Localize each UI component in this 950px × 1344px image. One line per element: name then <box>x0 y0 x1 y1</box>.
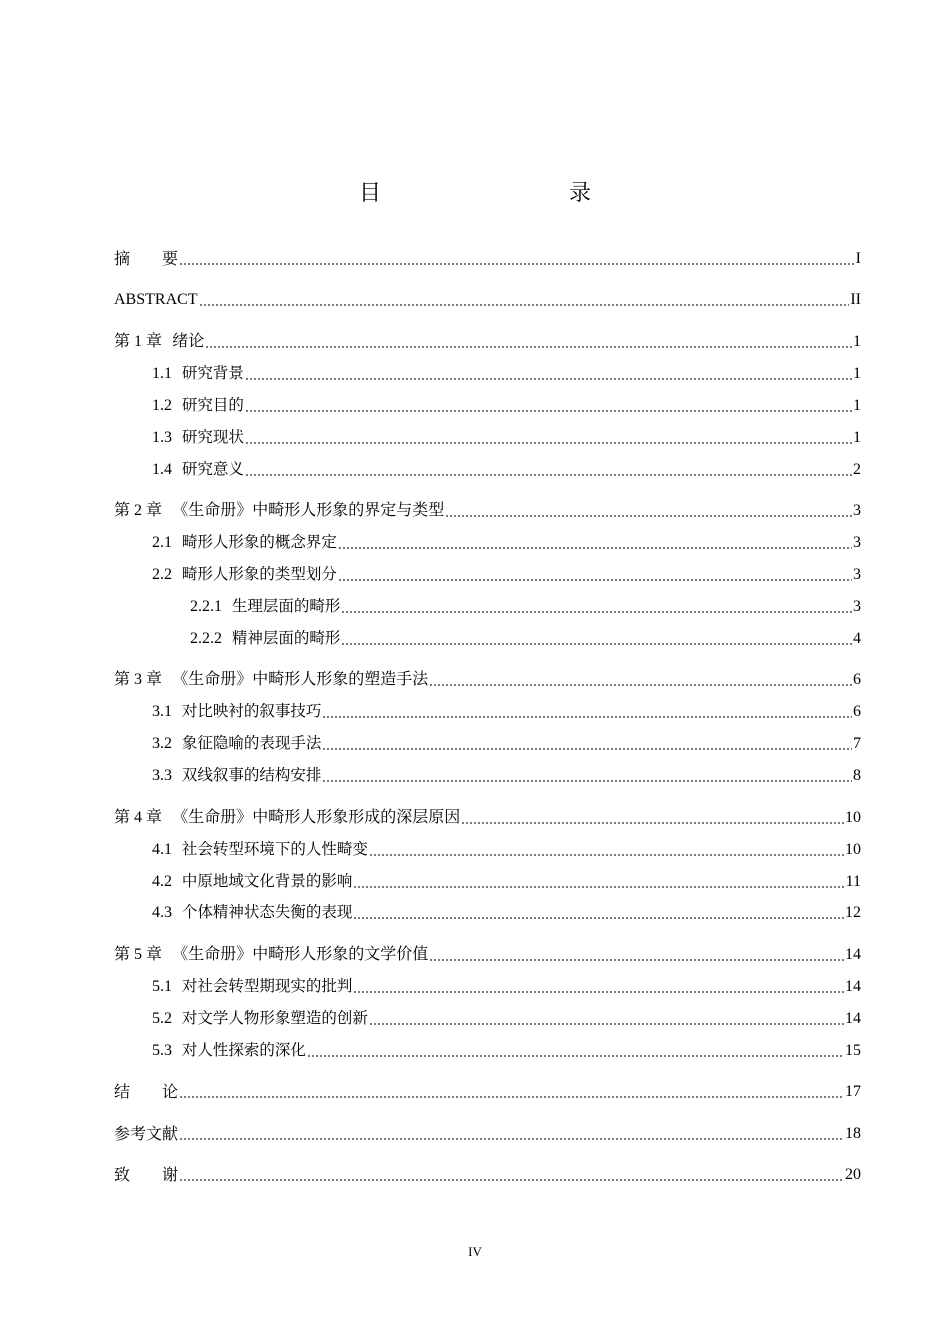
toc-entry-page: II <box>850 291 861 308</box>
toc-entry-page: 3 <box>853 598 861 615</box>
dot-leader <box>245 378 852 380</box>
dot-leader <box>322 748 852 750</box>
toc-entry[interactable] <box>114 764 861 786</box>
toc-entry-label <box>114 289 198 310</box>
toc-entry-page: 6 <box>853 703 861 720</box>
dot-leader <box>322 716 852 718</box>
toc-entry-number: 3.2 <box>152 735 172 752</box>
toc-entry[interactable] <box>114 627 861 649</box>
dot-leader <box>338 547 852 549</box>
toc-entry-label <box>114 249 178 269</box>
toc-entry[interactable] <box>114 700 861 722</box>
toc-entry-text: 社会转型环境下的人性畸变 <box>181 840 368 858</box>
toc-entry-label <box>114 1082 178 1102</box>
toc-entry-page: 1 <box>853 365 861 382</box>
toc-entry-number: 5.2 <box>152 1010 172 1027</box>
dot-leader <box>179 1179 844 1181</box>
toc-entry-text: 对比映衬的叙事技巧 <box>181 702 322 720</box>
toc-entry-number: 第 1 章 <box>114 333 163 350</box>
toc-entry-text: 生理层面的畸形 <box>231 597 341 615</box>
dot-leader <box>369 1023 844 1025</box>
dot-leader <box>322 780 852 782</box>
toc-entry[interactable] <box>114 732 861 754</box>
toc-entry-label <box>152 427 244 448</box>
toc-entry-page: 3 <box>853 502 861 519</box>
toc-entry-text: 畸形人形象的类型划分 <box>181 565 337 583</box>
toc-entry-number: 2.2.2 <box>190 630 222 647</box>
toc-entry[interactable] <box>114 1080 861 1102</box>
toc-entry-text: 对人性探索的深化 <box>181 1041 306 1059</box>
dot-leader <box>429 959 844 961</box>
toc-entry-label <box>152 902 352 923</box>
toc-entry-label <box>114 1124 178 1144</box>
toc-entry-number: 2.2 <box>152 566 172 583</box>
toc-entry-text: 《生命册》中畸形人形象的文学价值 <box>172 944 429 963</box>
toc-entry[interactable] <box>114 563 861 585</box>
toc-entry-text: 双线叙事的结构安排 <box>181 766 322 784</box>
toc-entry-page: 7 <box>853 735 861 752</box>
toc-entry[interactable] <box>114 1007 861 1029</box>
toc-entry[interactable] <box>114 943 861 965</box>
toc-entry[interactable] <box>114 288 861 310</box>
dot-leader <box>307 1055 844 1057</box>
toc-entry[interactable] <box>114 499 861 521</box>
toc-entry-number: 4.3 <box>152 904 172 921</box>
toc-entry-text: 对社会转型期现实的批判 <box>181 977 353 995</box>
toc-entry-text: 结 论 <box>114 1082 179 1101</box>
toc-entry-number: 1.4 <box>152 461 172 478</box>
toc-entry-number: 4.2 <box>152 873 172 890</box>
toc-entry[interactable] <box>114 595 861 617</box>
toc-entry-label <box>152 733 321 754</box>
toc-entry-number: 第 3 章 <box>114 671 163 688</box>
toc-entry-page: 15 <box>845 1042 861 1059</box>
dot-leader <box>341 611 852 613</box>
toc-entry[interactable] <box>114 1039 861 1061</box>
toc-entry-number: 3.3 <box>152 767 172 784</box>
toc-entry-number: 第 5 章 <box>114 946 163 963</box>
toc-entry-page: 1 <box>853 429 861 446</box>
toc-entry-text: 研究目的 <box>181 396 244 414</box>
toc-entry-text: 象征隐喻的表现手法 <box>181 734 322 752</box>
toc-entry-label <box>152 839 368 860</box>
toc-entry-text: 畸形人形象的概念界定 <box>181 533 337 551</box>
page-number-footer: IV <box>468 1244 482 1259</box>
toc-entry[interactable] <box>114 668 861 690</box>
toc-entry-label <box>152 1040 306 1061</box>
dot-leader <box>179 1096 844 1098</box>
toc-entry-label <box>152 532 337 553</box>
toc-entry-text: 对文学人物形象塑造的创新 <box>181 1009 368 1027</box>
toc-entry-page: 1 <box>853 397 861 414</box>
toc-entry-label <box>152 459 244 480</box>
toc-entry-page: 3 <box>853 534 861 551</box>
toc-entry-label <box>152 701 321 722</box>
toc-entry-number: 第 4 章 <box>114 809 163 826</box>
dot-leader <box>245 442 852 444</box>
toc-entry-number: 4.1 <box>152 841 172 858</box>
dot-leader <box>353 917 844 919</box>
toc-entry-label <box>114 1165 178 1185</box>
toc-entry-number: 2.2.1 <box>190 598 222 615</box>
dot-leader <box>341 643 852 645</box>
toc-entry-text: 《生命册》中畸形人形象的界定与类型 <box>172 500 445 519</box>
toc-entry-text: 研究意义 <box>181 460 244 478</box>
toc-entry-page: 11 <box>845 873 861 890</box>
dot-leader <box>179 1138 844 1140</box>
toc-entry-number: 2.1 <box>152 534 172 551</box>
toc-entry-page: 17 <box>845 1083 861 1100</box>
toc-entry-page: 3 <box>853 566 861 583</box>
toc-entry-label <box>152 976 352 997</box>
toc-entry-text: 精神层面的畸形 <box>231 629 341 647</box>
dot-leader <box>205 346 852 348</box>
dot-leader <box>199 304 850 306</box>
toc-entry-number: 第 2 章 <box>114 502 163 519</box>
toc-entry-text: 《生命册》中畸形人形象的塑造手法 <box>172 669 429 688</box>
toc-entry[interactable] <box>114 838 861 860</box>
toc-entry-label <box>190 628 340 649</box>
dot-leader <box>179 263 855 265</box>
toc-entry[interactable] <box>114 1122 861 1144</box>
dot-leader <box>338 579 852 581</box>
table-of-contents <box>114 0 861 1200</box>
toc-entry-page: 2 <box>853 461 861 478</box>
toc-entry-page: 10 <box>845 841 861 858</box>
page-title: 目 录 <box>358 181 639 206</box>
toc-entry-label <box>114 500 444 521</box>
toc-entry-number: 1.2 <box>152 397 172 414</box>
toc-entry-text: 中原地域文化背景的影响 <box>181 872 353 890</box>
dot-leader <box>245 474 852 476</box>
toc-entry-page: 14 <box>845 978 861 995</box>
toc-entry-page: 18 <box>845 1125 861 1142</box>
toc-entry-number: 5.1 <box>152 978 172 995</box>
toc-entry[interactable] <box>114 531 861 553</box>
toc-entry-page: 6 <box>853 671 861 688</box>
toc-entry-label <box>152 1008 368 1029</box>
toc-entry-number: 1.3 <box>152 429 172 446</box>
toc-entry-number: 5.3 <box>152 1042 172 1059</box>
toc-entry[interactable] <box>114 1163 861 1185</box>
toc-entry-number: 1.1 <box>152 365 172 382</box>
toc-entry-page: 20 <box>845 1166 861 1183</box>
toc-entry[interactable] <box>114 806 861 828</box>
toc-entry-page: 4 <box>853 630 861 647</box>
toc-entry[interactable] <box>114 247 861 269</box>
toc-entry[interactable] <box>114 870 861 892</box>
toc-entry-text: 参考文献 <box>114 1124 179 1143</box>
dot-leader <box>353 991 844 993</box>
toc-entry-label <box>152 395 244 416</box>
toc-entry-text: 个体精神状态失衡的表现 <box>181 903 353 921</box>
toc-entry-label <box>190 596 340 617</box>
toc-entry[interactable] <box>114 362 861 384</box>
toc-entry[interactable] <box>114 901 861 923</box>
toc-entry[interactable] <box>114 394 861 416</box>
toc-entry-label <box>152 871 352 892</box>
toc-entry-text: 致 谢 <box>114 1165 179 1184</box>
toc-entry-page: 10 <box>845 809 861 826</box>
dot-leader <box>353 886 844 888</box>
dot-leader <box>245 410 852 412</box>
toc-entry-text: 《生命册》中畸形人形象形成的深层原因 <box>172 807 461 826</box>
toc-entry-label <box>152 363 244 384</box>
toc-entry[interactable] <box>114 458 861 480</box>
toc-entry-page: 14 <box>845 1010 861 1027</box>
toc-entry-page: 8 <box>853 767 861 784</box>
dot-leader <box>461 822 844 824</box>
toc-entry-label <box>114 331 204 352</box>
toc-entry-label <box>114 944 428 965</box>
toc-entry-label <box>114 807 460 828</box>
toc-entry-text: 绪论 <box>172 331 205 350</box>
toc-entry-number: 3.1 <box>152 703 172 720</box>
toc-entry-text: 研究现状 <box>181 428 244 446</box>
toc-entry-page: 12 <box>845 904 861 921</box>
toc-entry-text: 研究背景 <box>181 364 244 382</box>
toc-entry-text: ABSTRACT <box>114 291 198 308</box>
dot-leader <box>429 684 852 686</box>
toc-entry-page: I <box>855 250 861 267</box>
toc-entry-text: 摘 要 <box>114 249 179 268</box>
toc-entry-label <box>114 669 428 690</box>
toc-entry-label <box>152 564 337 585</box>
toc-entry-page: 1 <box>853 333 861 350</box>
toc-entry[interactable] <box>114 975 861 997</box>
toc-entry-label <box>152 765 321 786</box>
toc-entry-page: 14 <box>845 946 861 963</box>
toc-entry[interactable] <box>114 330 861 352</box>
toc-entry[interactable] <box>114 426 861 448</box>
dot-leader <box>445 515 852 517</box>
dot-leader <box>369 854 844 856</box>
